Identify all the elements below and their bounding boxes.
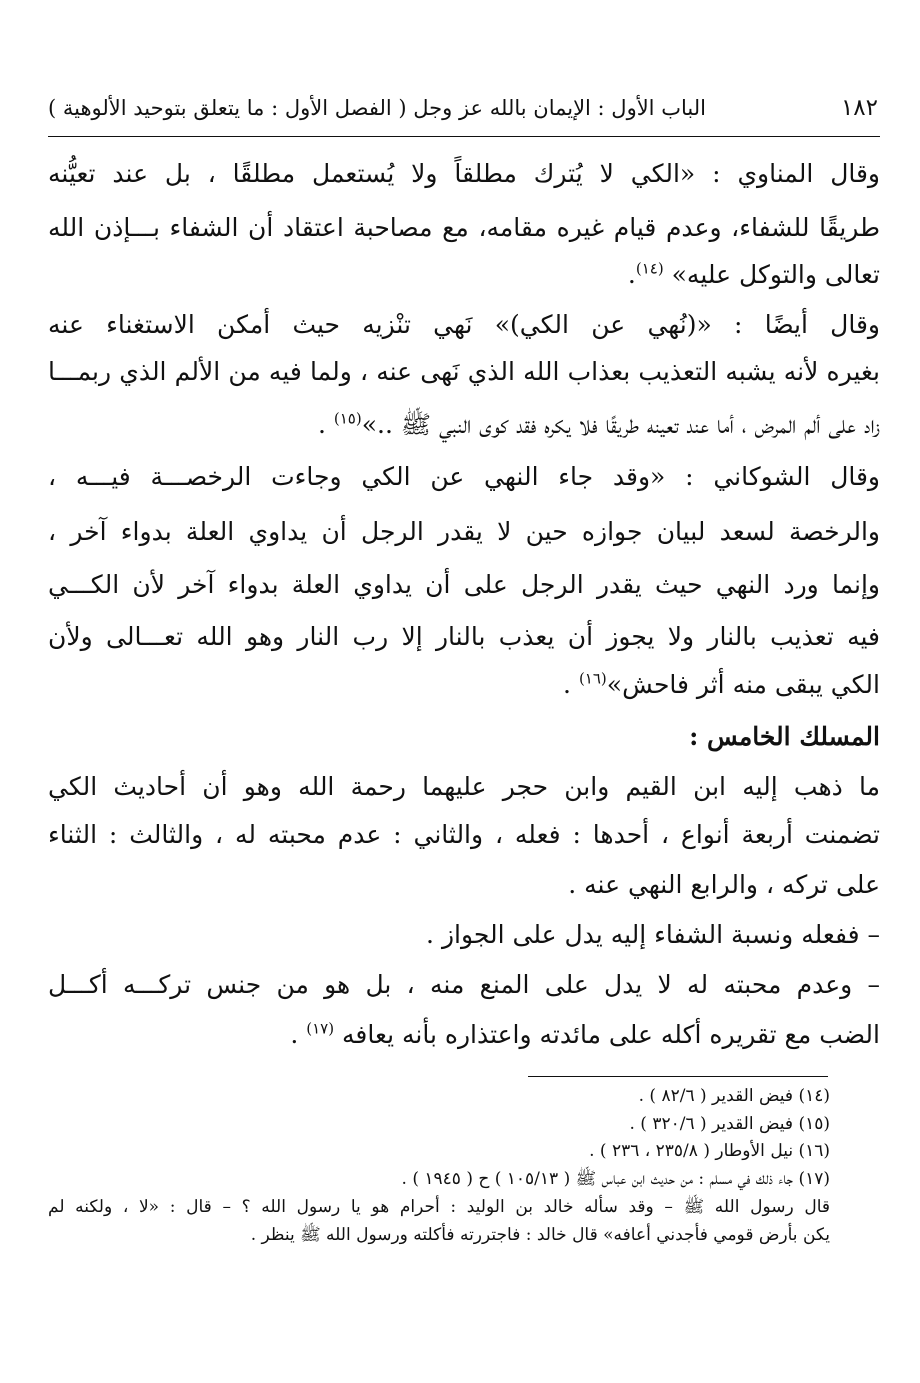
footnote-ref: (١٧) (306, 1019, 335, 1038)
section-heading: المسلك الخامس : (689, 722, 880, 751)
body-line: تضمنت أربعة أنواع ، أحدها : فعله ، والثاني : عدم محبته له ، والثالث : الثناء (48, 820, 880, 849)
footnote: قال رسول الله ﷺ – وقد سأله خالد بن الوليد : أحرام هو يا رسول الله ؟ – قال : «لا ، ولكنه لم (48, 1197, 830, 1217)
footnote: (١٧) جاء ذلك في مسلم : من حديث ابن عباس ﷺ ( ١٠٥/١٣ ) ح ( ١٩٤٥ ) . (401, 1169, 830, 1189)
footnote: (١٥) فيض القدير ( ٣٢٠/٦ ) . (629, 1114, 830, 1134)
body-line-text: زاد على ألم المرض ، أما عند تعينه طريقًا فلا يكره فقد كوى النبي ﷺ ..» (361, 410, 880, 439)
footnote-ref: (١٤) (635, 259, 664, 278)
body-line: وقال أيضًا : «(نُهي عن الكي)» نَهي تنْزيه حيث أمكن الاستغناء عنه (48, 310, 880, 339)
body-line: طريقًا للشفاء، وعدم قيام غيره مقامه، مع مصاحبة اعتقاد أن الشفاء بـــإذن الله (48, 213, 880, 242)
body-line: – ففعله ونسبة الشفاء إليه يدل على الجواز . (426, 920, 880, 949)
body-line-text: الكي يبقى منه أثر فاحش» (606, 670, 880, 699)
body-line-text: تعالى والتوكل عليه» (671, 260, 880, 289)
footnote-ref: (١٦) (578, 669, 607, 688)
body-line: تعالى والتوكل عليه» $^{(١٤)}$. (627, 259, 880, 289)
header-divider (48, 136, 880, 137)
body-line: وقال الشوكاني : «وقد جاء النهي عن الكي وجاءت الرخصـــة فيـــه ، (48, 462, 880, 491)
body-line: وإنما ورد النهي حيث يقدر الرجل على أن يداوي العلة بدواء آخر لأن الكـــي (48, 570, 880, 599)
page-number: ١٨٢ (840, 95, 878, 121)
body-line: زاد على ألم المرض ، أما عند تعينه طريقًا فلا يكره فقد كوى النبي ﷺ ..»$^{(١٥)}$ . (317, 409, 880, 439)
body-line: الضب مع تقريره أكله على مائدته واعتذاره بأنه يعافه $^{(١٧)}$ . (290, 1019, 880, 1049)
body-line: بغيره لأنه يشبه التعذيب بعذاب الله الذي نَهى عنه ، ولما فيه من الألم الذي ربمـــا (48, 357, 881, 386)
running-title: الباب الأول : الإيمان بالله عز وجل ( الفصل الأول : ما يتعلق بتوحيد الألوهية ) (48, 96, 706, 120)
body-line: الكي يبقى منه أثر فاحش»$^{(١٦)}$ . (563, 669, 880, 699)
footnote-ref: (١٥) (333, 409, 362, 428)
footnote: (١٤) فيض القدير ( ٨٢/٦ ) . (638, 1086, 830, 1106)
body-line: فيه تعذيب بالنار ولا يجوز أن يعذب بالنار إلا رب النار وهو الله تعـــالى ولأن (48, 622, 880, 651)
body-line: – وعدم محبته له لا يدل على المنع منه ، بل هو من جنس تركـــه أكـــل (48, 970, 880, 999)
footnote: يكن بأرض قومي فأجدني أعافه» قال خالد : فاجتررته فأكلته ورسول الله ﷺ ينظر . (250, 1225, 830, 1245)
footnote-divider (528, 1076, 828, 1077)
running-header (48, 88, 878, 128)
footnote: (١٦) نيل الأوطار ( ٢٣٥/٨ ، ٢٣٦ ) . (589, 1141, 830, 1161)
body-line: على تركه ، والرابع النهي عنه . (568, 870, 880, 899)
body-line: والرخصة لسعد لبيان جوازه حين لا يقدر الرجل أن يداوي العلة بدواء آخر ، (48, 517, 880, 546)
body-line: وقال المناوي : «الكي لا يُترك مطلقاً ولا يُستعمل مطلقًا ، بل عند تعيُّنه (48, 159, 880, 188)
body-line: ما ذهب إليه ابن القيم وابن حجر عليهما رحمة الله وهو أن أحاديث الكي (48, 772, 880, 801)
body-line-text: الضب مع تقريره أكله على مائدته واعتذاره بأنه يعافه (342, 1020, 880, 1049)
